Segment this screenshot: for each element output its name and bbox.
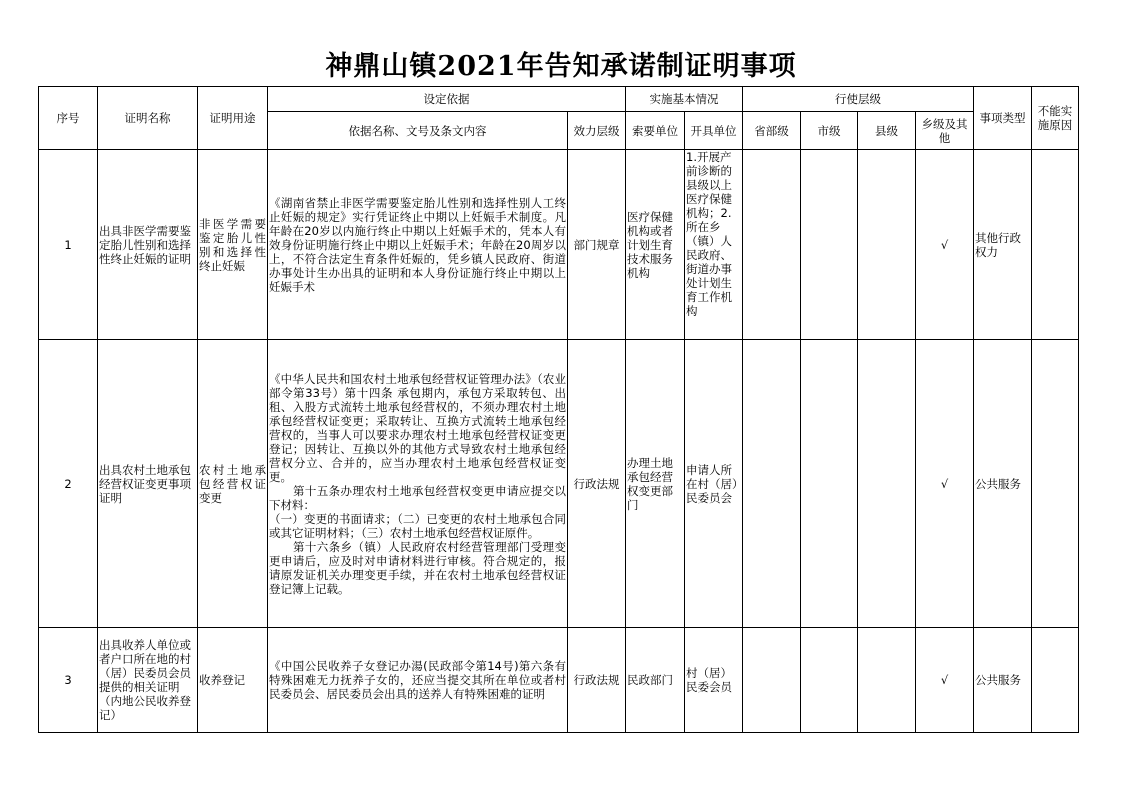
cell-request-unit: 民政部门 <box>626 628 685 733</box>
certificate-items-table <box>38 86 1079 733</box>
page-title: 神鼎山镇2021年告知承诺制证明事项 <box>325 51 797 82</box>
header-issue-unit: 开具单位 <box>685 112 743 150</box>
cell-provincial <box>743 628 801 733</box>
basis-paragraph: 第十六条乡（镇）人民政府农村经营管理部门受理变更申请后，应及时对申请材料进行审核。符合规定的，报请原发证机关办理变更手续，并在农村土地承包经营权证登记簿上记载。 <box>269 539 566 596</box>
basis-paragraph: 《中国公民收养子女登记办湯(民政部令第14号)第六条有特殊困难无力抚养子女的，还应当提交其所在单位或者村民委员会、居民委员会出具的送养人有特殊困难的证明 <box>269 659 566 701</box>
cell-name: 出具非医学需要鉴定胎儿性别和选择性终止妊娠的证明 <box>98 150 198 340</box>
cell-provincial <box>743 340 801 628</box>
basis-paragraph: 《湖南省禁止非医学需要鉴定胎儿性别和选择性别人工终止妊娠的规定》实行凭证终止中期以上妊娠手术制度。凡年龄在20岁以内施行终止中期以上妊娠手术的，凭本人有效身份证明施行终止中期以上妊娠手术；年龄在20周岁以上，不符合法定生育条件妊娠的，凭乡镇人民政府、街道办事处计生办出具的证明和本人身份证施行终止中期以上妊娠手术 <box>269 195 566 294</box>
basis-paragraph: 《中华人民共和国农村土地承包经营权证管理办法》（农业部令第33号）第十四条 承包期内，承包方采取转包、出租、入股方式流转土地承包经营权的，不须办理农村土地承包经营权证变更；采取转让、互换方式流转土地承包经营权的，当事人可以要求办理农村土地承包经营权证变更登记；因转让、互换以外的其他方式导致农村土地承包经营权分立、合并的，应当办理农村土地承包经营权证变更。 <box>269 371 566 484</box>
cell-effect-level: 行政法规 <box>568 628 626 733</box>
cell-request-unit: 医疗保健机构或者计划生育技术服务机构 <box>626 150 685 340</box>
cell-basis <box>268 628 568 733</box>
cell-seq: 3 <box>39 628 98 733</box>
cell-name: 出具收养人单位或者户口所在地的村（居）民委员会员提供的相关证明（内地公民收养登记） <box>98 628 198 733</box>
table-row <box>39 150 1079 340</box>
header-county: 县级 <box>858 112 916 150</box>
cell-provincial <box>743 150 801 340</box>
cell-township: √ <box>916 150 974 340</box>
cell-item-type: 公共服务 <box>974 628 1032 733</box>
header-purpose: 证明用途 <box>198 87 268 150</box>
cell-purpose: 收养登记 <box>198 628 268 733</box>
header-name: 证明名称 <box>98 87 198 150</box>
cell-issue-unit: 1.开展产前诊断的县级以上医疗保健机构；2.所在乡（镇）人民政府、街道办事处计划生育工作机构 <box>685 150 743 340</box>
cell-purpose: 非医学需要鉴定胎儿性别和选择性终止妊娠 <box>198 150 268 340</box>
header-cannot-reason: 不能实施原因 <box>1032 87 1079 150</box>
cell-name: 出具农村土地承包经营权证变更事项证明 <box>98 340 198 628</box>
cell-request-unit: 办理土地承包经营权变更部门 <box>626 340 685 628</box>
header-seq: 序号 <box>39 87 98 150</box>
cell-effect-level: 行政法规 <box>568 340 626 628</box>
cell-township: √ <box>916 628 974 733</box>
cell-county <box>858 150 916 340</box>
cell-cannot-reason <box>1032 150 1079 340</box>
header-impl-group: 实施基本情况 <box>626 87 743 112</box>
header-basis-content: 依据名称、文号及条文内容 <box>268 112 568 150</box>
cell-item-type: 公共服务 <box>974 340 1032 628</box>
cell-issue-unit: 村（居）民委会员 <box>685 628 743 733</box>
header-basis-group: 设定依据 <box>268 87 626 112</box>
cell-township: √ <box>916 340 974 628</box>
cell-issue-unit: 申请人所在村（居）民委员会 <box>685 340 743 628</box>
cell-city <box>801 628 858 733</box>
cell-seq: 2 <box>39 340 98 628</box>
header-township: 乡级及其他 <box>916 112 974 150</box>
basis-paragraph: （一）变更的书面请求；（二）已变更的农村土地承包合同或其它证明材料；（三）农村土地承包经营权证原件。 <box>269 511 566 540</box>
cell-city <box>801 150 858 340</box>
cell-county <box>858 340 916 628</box>
cell-seq: 1 <box>39 150 98 340</box>
header-item-type: 事项类型 <box>974 87 1032 150</box>
cell-basis <box>268 150 568 340</box>
header-city: 市级 <box>801 112 858 150</box>
cell-effect-level: 部门规章 <box>568 150 626 340</box>
header-request-unit: 索要单位 <box>626 112 685 150</box>
header-exercise-group: 行使层级 <box>743 87 974 112</box>
cell-cannot-reason <box>1032 628 1079 733</box>
cell-purpose: 农村土地承包经营权证变更 <box>198 340 268 628</box>
header-provincial: 省部级 <box>743 112 801 150</box>
header-effect-level: 效力层级 <box>568 112 626 150</box>
cell-county <box>858 628 916 733</box>
cell-city <box>801 340 858 628</box>
cell-basis <box>268 340 568 628</box>
basis-paragraph: 第十五条办理农村土地承包经营权变更申请应提交以下材料： <box>269 483 566 512</box>
table-row <box>39 340 1079 628</box>
table-row <box>39 628 1079 733</box>
cell-item-type: 其他行政权力 <box>974 150 1032 340</box>
cell-cannot-reason <box>1032 340 1079 628</box>
